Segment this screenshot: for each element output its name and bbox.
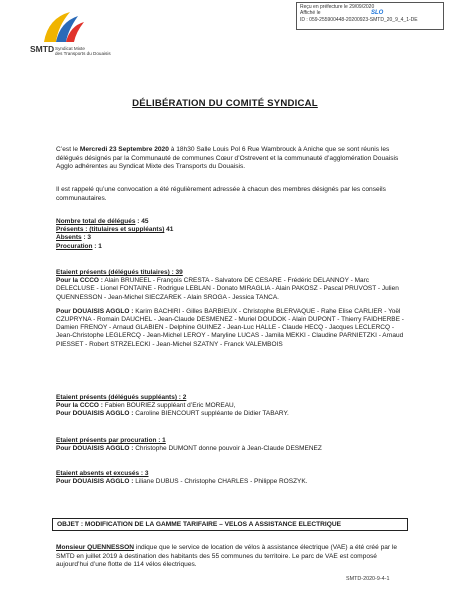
ccco-label: Pour la CCCO :: [56, 277, 103, 285]
attendance-counts: [56, 218, 408, 251]
document-code: SMTD-2020-9-4-1: [346, 576, 390, 582]
douaisis-suppleant-text: Caroline BIENCOURT suppléante de Didier TABARY.: [133, 410, 289, 418]
stamp-id-line: ID : 059-255900448-20200923-SMTD_20_9_4_1-DE: [300, 16, 418, 23]
absent-label: Absents: [56, 234, 82, 242]
logo-subtitle-line-2: des Transports du Douaisis: [55, 51, 111, 57]
procuration-section: [56, 437, 408, 453]
total-label: Nombre total de délégués: [56, 218, 136, 225]
absent-heading: Etaient absents et excusés : 3: [56, 470, 149, 477]
stamp-mark: SLO: [371, 10, 384, 16]
procuration-value: : 1: [92, 242, 102, 250]
douaisis-label: Pour DOUAISIS AGGLO :: [56, 410, 134, 418]
logo-wordmark: SMTD: [30, 44, 55, 54]
convocation-paragraph: Il est rappelé qu’une convocation a été régulièrement adressée à chacun des membres désignés par les conseils communautaires.: [56, 186, 386, 202]
douaisis-label: Pour DOUAISIS AGGLO :: [56, 445, 134, 453]
procuration-heading: Etaient présents par procuration : 1: [56, 437, 166, 444]
douaisis-titulaires: [56, 308, 408, 349]
present-titulaires-heading: Etaient présents (délégués titulaires) : 39: [56, 269, 183, 276]
present-value: 41: [164, 226, 174, 234]
total-value: : 45: [135, 218, 149, 225]
speaker-name: Monsieur QUENNESSON: [56, 544, 135, 551]
procuration-label: Procuration: [56, 242, 93, 250]
douaisis-label: Pour DOUAISIS AGGLO :: [56, 478, 134, 486]
intro-prefix: C’est le: [56, 146, 80, 153]
douaisis-label: Pour DOUAISIS AGGLO :: [56, 307, 134, 315]
body-paragraph: [56, 544, 408, 570]
prefecture-stamp: [296, 2, 444, 30]
douaisis-absent: [56, 478, 408, 486]
absent-value: : 3: [81, 234, 92, 242]
procuration-text: Christophe DUMONT donne pouvoir à Jean-Claude DESMENEZ: [133, 445, 322, 453]
intro-paragraph: [56, 146, 408, 172]
total-count-line: [56, 218, 408, 226]
ccco-suppleant: [56, 402, 408, 410]
douaisis-names: Karim BACHIRI - Gilles BARBIEUX - Christophe BLERVAQUE - Rahe Elise CARLIER - Yoël CZUPRYNA - Romain DAUCHEL - Jean-Claude DESMENEZ - Muriel DOUDOK - Alain DUPONT - Thierry FAIDHERBE - Damien FRENOY - Arnaud GLABIEN - Delphine GUINEZ - Jean-Luc HALLE - Claude HECQ - Jacques LECLERCQ - Jean-Christophe LEGLERCQ - Jean-Michel LEROY - Maryline LUCAS - Jamila MEKKI - Claudine PARNIETZKI - Arnaud PIESSET - Robert STRZELECKI - Jean-Michel SZATNY - Franck VALEMBOIS: [56, 307, 404, 348]
present-label: Présents : (titulaires et suppléants): [56, 226, 165, 234]
body-text: indique que le service de location de vélos à assistance électrique (VAE) a été créé par le SMTD en juillet 2019 à destination des habitants des 55 communes du territoire. Le parc de VAE est composé aujourd’hui d’une flotte de 114 vélos électriques.: [56, 544, 398, 569]
procuration-count-line: [56, 243, 408, 251]
ccco-label: Pour la CCCO :: [56, 402, 103, 410]
absent-text: Liliane DUBUS - Christophe CHARLES - Philippe ROSZYK.: [133, 478, 308, 486]
present-titulaires-section: [56, 269, 408, 349]
absent-count-line: [56, 234, 408, 242]
document-title: DÉLIBÉRATION DU COMITÉ SYNDICAL: [132, 98, 318, 109]
ccco-names: Alain BRUNEEL - François CRESTA - Salvatore DE CESARE - Frédéric DELANNOY - Marc DELECLUSE - Lionel FONTAINE - Rodrigue LEBLAN - Donato MIRAGLIA - Alain PAKOSZ - Pascal PRUVOST - Julien QUENNESSON - Jean-Michel SIECZAREK - Alain SROGA - Jessica TANCA.: [56, 277, 399, 301]
present-suppleants-section: [56, 394, 408, 419]
objet-box: OBJET : MODIFICATION DE LA GAMME TARIFAIRE – VELOS A ASSISTANCE ELECTRIQUE: [52, 518, 408, 531]
present-count-line: [56, 226, 408, 234]
stamp-received-line: Reçu en préfecture le 29/09/2020: [300, 4, 375, 10]
douaisis-procuration: [56, 445, 408, 453]
logo-subtitle-line-1: Syndicat Mixte: [55, 46, 85, 51]
logo-subtitle: [55, 46, 111, 56]
intro-rest: à 18h30 Salle Louis Pol 6 Rue Wambrouck à Aniche que se sont réunis les délégués désignés par la Communauté de communes Cœur d’Ostrevent et la communauté d’agglomération Douaisis Agglo adhérentes au Syndicat Mixte des Transports du Douaisis.: [56, 146, 399, 171]
stamp-posted-line: Affiché le: [300, 10, 321, 17]
douaisis-suppleant: [56, 410, 408, 418]
ccco-suppleant-text: Fabien BOURIEZ suppléant d’Eric MOREAU,: [102, 402, 236, 410]
absent-section: [56, 470, 408, 486]
meeting-date: Mercredi 23 Septembre 2020: [79, 146, 169, 153]
present-suppleants-heading: Etaient présents (délégués suppléants) : 2: [56, 394, 187, 401]
ccco-titulaires: [56, 277, 408, 302]
